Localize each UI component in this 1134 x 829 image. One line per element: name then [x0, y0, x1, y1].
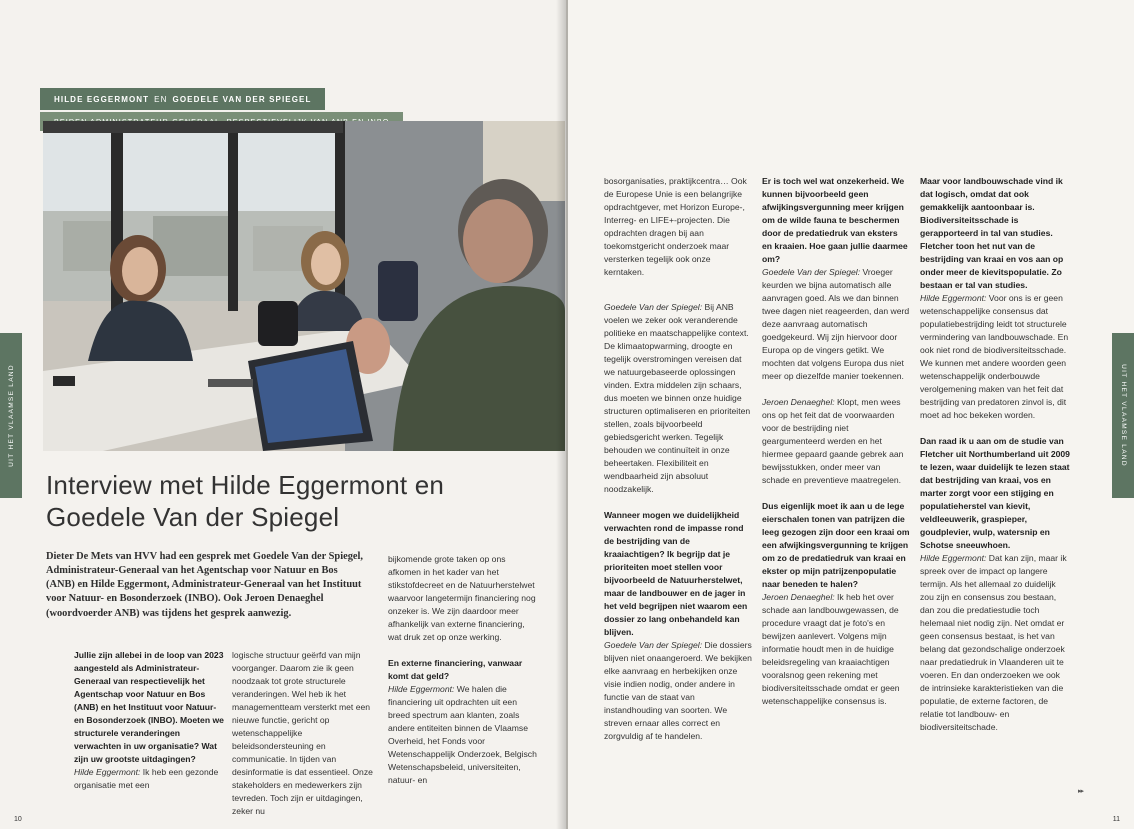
answer-text: We halen die financiering uit opdrachten uit een breed spectrum aan klanten, zoals andere entiteiten binnen de Vlaamse Overheid, het Fonds voor Wetenschappelijk Onderzoek, Belgisch Wetenschapsbeleid, universiteiten, natuur- en [388, 684, 537, 785]
name-1: HILDE EGGERMONT [54, 94, 150, 104]
question-4: Maar voor landbouwschade vind ik dat logisch, omdat dat ook gemakkelijk aantoonbaar is. Biodiversiteitsschade is gerapporteerd in tal van studies. Fletcher toon het nut van de bestrijding van kraai en vos aan op onder meer de kievitspopulatie. Zo bestaan er tal van studies. [920, 176, 1064, 290]
answer-text: Die dossiers blijven niet onaangeroerd. We bekijken elke aanvraag en herbekijken onze visie indien nodig, onder andere in functie van de staat van instandhouding van soorten. We streven ernaar alles correct en zorgvuldig af te handelen. [604, 640, 752, 741]
answer-text: Dat kan zijn, maar ik spreek over de impact op langere termijn. Als het allemaal zo duidelijk zou zijn en consensus zou bestaan, dan zou die predatiestudie toch helemaal niet nodig zijn. Net omdat er geen consensus bestaat, is het van belang dat gezondschalige onderzoek naar predatiedruk in Vlaanderen uit te voeren. En dan onderzoeken we ook de intrinsieke karakteristieken van die populatie, de externe factoren, de relatie tot landbouw- en biodiversiteitschade. [920, 553, 1067, 732]
body-text: bijkomende grote taken op ons afkomen in het kader van het stikstofdecreet en de Natuurherstelwet waarvoor langetermijn financiering nog onzeker is. We zijn daardoor meer afhankelijk van externe financiering, wat druk zet op onze werking. [388, 554, 536, 642]
answer-text: Voor ons is er geen wetenschappelijke consensus dat populatiebestrijding leidt tot structurele vermindering van landbouwschade. En ook niet rond de biodiversiteitsschade. We kunnen met andere woorden geen wetenschappelijk onderbouwde verolgemening maken van het feit dat bestrijding van predatoren zinvol is, dit moet ad hoc bekeken worden. [920, 293, 1069, 420]
section-tab-left [0, 333, 22, 498]
speaker-label: Goedele Van der Spiegel: [762, 267, 861, 277]
question-7: Dan raad ik u aan om de studie van Fletcher uit Northumberland uit 2009 te lezen, waar duidelijk te lezen staat dat bestrijding van kraai, vos en marter zorgt voor een stijging en populatieherstel van kievit, veldleeuwerik, graspieper, goudplevier, wulp, watersnip en Schotse sneeuwhoen. [920, 436, 1070, 550]
speaker-label: Hilde Eggermont: [388, 684, 455, 694]
article-intro: Dieter De Mets van HVV had een gesprek met Goedele Van der Spiegel, Administrateur-Generaal van het Agentschap voor Natuur en Bos (ANB) en Hilde Eggermont, Administrateur-Generaal van het Instituut voor Natuur- en Bosonderzoek (INBO). Ook Jeroen Denaeghel (woordvoerder ANB) was tijdens het gesprek aanwezig. [46, 551, 363, 619]
left-column-2 [232, 649, 380, 818]
speaker-label: Goedele Van der Spiegel: [604, 302, 703, 312]
interviewee-names-bar [40, 88, 325, 110]
page-number-right: 11 [1112, 816, 1120, 823]
interview-photo [43, 121, 565, 451]
answer-text: Ik heb een gezonde organisatie met een [74, 767, 219, 790]
left-column-1 [74, 649, 226, 792]
question-6: Dus eigenlijk moet ik aan u de lege eierschalen tonen van patrijzen die leeg gezogen zijn door een kraai om een afwijkingsvergunning te krijgen om zo de predatiedruk van kraai en ekster op mijn patrijzenpopulatie naar beneden te halen? [762, 501, 910, 589]
answer-text: Ik heb het over schade aan landbouwgewassen, de procedure vraagt dat je foto's en bewijzen aanlevert. Volgens mijn informatie houdt men in de huidige beleidsregeling van kraaiachtigen vooralsnog geen rekening met biodiversiteitsschade omdat er geen wetenschappelijke consensus is. [762, 592, 900, 706]
continue-arrow-icon: ▸▸ [1078, 788, 1084, 795]
name-2: GOEDELE VAN DER SPIEGEL [172, 94, 312, 104]
section-tab-label: UIT HET VLAAMSE LAND [7, 364, 15, 467]
name-connector: EN [154, 94, 168, 104]
speaker-label: Jeroen Denaeghel: [762, 397, 835, 407]
right-column-3 [920, 175, 1070, 734]
section-tab-label: UIT HET VLAAMSE LAND [1119, 364, 1127, 467]
left-column-3 [388, 553, 538, 787]
speaker-label: Goedele Van der Spiegel: [604, 640, 703, 650]
body-text: bosorganisaties, praktijkcentra… Ook de Europese Unie is een belangrijke opdrachtgever, met Horizon Europe-, Interreg- en LIFE+-projecten. Die opdrachten dragen bij aan toekomstgericht onderzoek maar versterken tegelijk ook onze kerntaken. [604, 176, 747, 277]
answer-text: Vroeger keurden we bijna automatisch alle aanvragen goed. Als we dan binnen twee dagen niet reageerden, dan werd deze aanvraag automatisch goedgekeurd. Wij zijn hiervoor door Europa op de vingers getikt. We mochten dat volgens Europa dus niet meer op diezelfde manier toekennen. [762, 267, 910, 381]
left-page [0, 0, 566, 829]
body-text: logische structuur geërfd van mijn voorganger. Daarom zie ik geen noodzaak tot grote structurele veranderingen. Wel heb ik het managementteam versterkt met een nieuwe functie, gericht op wetenschappelijke beleidsondersteuning en communicatie. In tijden van desinformatie is dat essentieel. Onze stakeholders en medewerkers zijn tevreden. Toch zijn er uitdagingen, zeker nu [232, 650, 373, 816]
page-number-left: 10 [14, 816, 22, 823]
question-2: En externe financiering, vanwaar komt dat geld? [388, 658, 523, 681]
article-headline: Interview met Hilde Eggermont en Goedele Van der Spiegel [46, 470, 445, 532]
right-column-2 [762, 175, 910, 708]
answer-text: Bij ANB voelen we zeker ook veranderende politieke en maatschappelijke context. De klimaatopwarming, droogte en tegelijk overstromingen vereisen dat we natuurgebaseerde oplossingen vinden. Extra middelen zijn schaars, dus moeten we binnen onze huidige structuren optimaliseren en prioriteiten stellen, zoals bijvoorbeeld gebiedsgericht werken. Tegelijk behouden we continuïteit in onze beheertaken. Flexibiliteit en wendbaarheid zijn absoluut noodzakelijk. [604, 302, 751, 494]
speaker-label: Jeroen Denaeghel: [762, 592, 835, 602]
question-1: Jullie zijn allebei in de loop van 2023 aangesteld als Administrateur-Generaal van respectievelijk het Agentschap voor Natuur en Bos (ANB) en het Instituut voor Natuur- en Bosonderzoek (INBO). Moeten we structurele veranderingen verwachten in uw organisatie? Wat zijn uw grootste uitdagingen? [74, 650, 224, 764]
section-tab-right [1112, 333, 1134, 498]
speaker-label: Hilde Eggermont: [74, 767, 141, 777]
question-3: Er is toch wel wat onzekerheid. We kunnen bijvoorbeeld geen afwijkingsvergunning meer krijgen om de wilde fauna te beschermen door de predatiedruk van eksters en kraaien. Hoe gaan jullie daarmee om? [762, 176, 908, 264]
answer-text: Klopt, men wees ons op het feit dat de voorwaarden voor de bestrijding niet geargumenteerd werden en het hiermee gepaard gaande gebrek aan bewijsstukken, onder meer van schade en preventieve maatregelen. [762, 397, 904, 485]
speaker-label: Hilde Eggermont: [920, 553, 987, 563]
right-column-1 [604, 175, 752, 743]
question-5: Wanneer mogen we duidelijkheid verwachten rond de impasse rond de bestrijding van de kraaiachtigen? Ik begrijp dat je prioriteiten moet stellen voor bijvoorbeeld de Natuurherstelwet, maar de landbouwer en de jager in het veld begrijpen niet waarom een dossier zo lang onbehandeld kan blijven. [604, 510, 748, 637]
speaker-label: Hilde Eggermont: [920, 293, 987, 303]
